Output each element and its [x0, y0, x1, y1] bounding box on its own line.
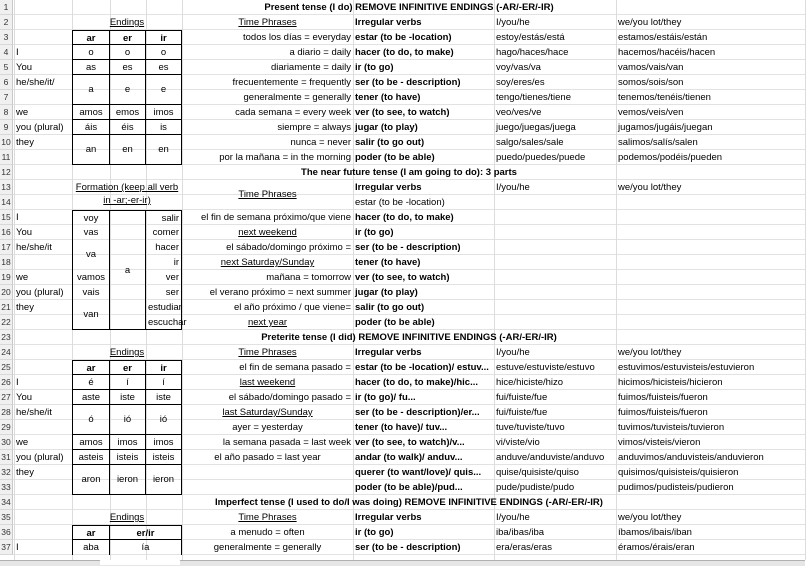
preterite-ending[interactable]: ó: [72, 405, 110, 435]
present-pronoun[interactable]: we: [16, 107, 29, 118]
future-irregular-verb[interactable]: estar (to be -location): [355, 197, 445, 208]
preterite-pronoun[interactable]: he/she/it: [16, 407, 52, 418]
present-time-phrase[interactable]: diariamente = daily: [270, 62, 351, 73]
row-header[interactable]: 13: [0, 180, 13, 195]
future-pronoun[interactable]: you (plural): [16, 287, 64, 298]
present-irregular-verb[interactable]: poder (to be able): [355, 152, 435, 163]
imperfect-weyou-header[interactable]: we/you lot/they: [618, 512, 682, 523]
imperfect-irregular-verb[interactable]: ir (to go): [355, 527, 394, 538]
present-time-phrase[interactable]: por la mañana = in the morning: [219, 152, 351, 163]
present-irregular-verb[interactable]: jugar (to play): [355, 122, 418, 133]
present-singular-forms[interactable]: salgo/sales/sale: [496, 137, 564, 148]
future-pronoun[interactable]: You: [16, 227, 33, 238]
future-a-connector[interactable]: a: [110, 210, 146, 330]
future-infinitive[interactable]: escuchar: [148, 317, 187, 328]
present-time-phrase[interactable]: nunca = never: [290, 137, 351, 148]
preterite-pronoun[interactable]: I: [16, 377, 19, 388]
future-irregular-verb[interactable]: ver (to see, to watch): [355, 272, 450, 283]
row-header[interactable]: 9: [0, 120, 13, 135]
row-header[interactable]: 7: [0, 90, 13, 105]
preterite-pronoun[interactable]: You: [16, 392, 33, 403]
preterite-singular-forms[interactable]: tuve/tuviste/tuvo: [496, 422, 565, 433]
preterite-ar-header[interactable]: ar: [72, 360, 110, 375]
preterite-irregular-header[interactable]: Irregular verbs: [355, 347, 422, 358]
future-time-phrase[interactable]: el año próximo / que viene=: [234, 302, 351, 313]
present-ending[interactable]: en: [110, 135, 146, 165]
row-header[interactable]: 20: [0, 285, 13, 300]
row-header[interactable]: 19: [0, 270, 13, 285]
future-irregular-verb[interactable]: ser (to be - description): [355, 242, 461, 253]
future-irregular-verb[interactable]: ir (to go): [355, 227, 394, 238]
row-header[interactable]: 2: [0, 15, 13, 30]
preterite-ending[interactable]: amos: [72, 435, 110, 450]
present-ending[interactable]: o: [110, 45, 146, 60]
preterite-irregular-verb[interactable]: querer (to want/love)/ quis...: [355, 467, 482, 478]
future-infinitive[interactable]: ser: [146, 285, 182, 300]
preterite-ending[interactable]: isteis: [110, 450, 146, 465]
preterite-ending[interactable]: aron: [72, 465, 110, 495]
sheet-tab-sheet1[interactable]: [100, 560, 180, 565]
present-singular-forms[interactable]: tengo/tienes/tiene: [496, 92, 572, 103]
row-header[interactable]: 8: [0, 105, 13, 120]
present-ending[interactable]: es: [110, 60, 146, 75]
preterite-weyou-header[interactable]: we/you lot/they: [618, 347, 682, 358]
row-header[interactable]: 1: [0, 0, 13, 15]
present-time-phrases-header[interactable]: Time Phrases: [238, 17, 297, 28]
preterite-ending[interactable]: imos: [146, 435, 182, 450]
row-header[interactable]: 36: [0, 525, 13, 540]
present-time-phrase[interactable]: a diario = daily: [289, 47, 351, 58]
present-plural-forms[interactable]: podemos/podéis/pueden: [618, 152, 723, 163]
present-ending[interactable]: is: [146, 120, 182, 135]
present-time-phrase[interactable]: generalmente = generally: [243, 92, 351, 103]
present-irregular-verb[interactable]: tener (to have): [355, 92, 421, 103]
future-pronoun[interactable]: we: [16, 272, 29, 283]
imperfect-time-phrases-header[interactable]: Time Phrases: [238, 512, 297, 523]
future-time-phrase[interactable]: mañana = tomorrow: [266, 272, 351, 283]
present-pronoun[interactable]: I: [16, 47, 19, 58]
row-header[interactable]: 5: [0, 60, 13, 75]
preterite-irregular-verb[interactable]: estar (to be -location)/ estuv...: [355, 362, 489, 373]
row-header[interactable]: 6: [0, 75, 13, 90]
preterite-singular-forms[interactable]: hice/hiciste/hizo: [496, 377, 564, 388]
future-time-phrases-header[interactable]: Time Phrases: [238, 189, 297, 200]
imperfect-ending[interactable]: ía: [110, 540, 182, 555]
preterite-irregular-verb[interactable]: hacer (to do, to make)/hic...: [355, 377, 478, 388]
preterite-ending[interactable]: é: [72, 375, 110, 390]
future-irregular-verb[interactable]: poder (to be able): [355, 317, 435, 328]
near-future-title[interactable]: The near future tense (I am going to do): 3 parts: [301, 167, 517, 178]
preterite-time-phrase[interactable]: el año pasado = last year: [214, 452, 321, 463]
present-irregular-verb[interactable]: salir (to go out): [355, 137, 425, 148]
future-ir-form[interactable]: voy: [72, 210, 110, 225]
row-header[interactable]: 17: [0, 240, 13, 255]
preterite-singular-forms[interactable]: vi/viste/vio: [496, 437, 540, 448]
preterite-ending[interactable]: iste: [146, 390, 182, 405]
preterite-ending[interactable]: asteis: [72, 450, 110, 465]
present-singular-forms[interactable]: veo/ves/ve: [496, 107, 542, 118]
present-plural-forms[interactable]: somos/sois/son: [618, 77, 684, 88]
row-header[interactable]: 18: [0, 255, 13, 270]
present-irregular-header[interactable]: Irregular verbs: [355, 17, 422, 28]
preterite-plural-forms[interactable]: fuimos/fuisteis/fueron: [618, 392, 708, 403]
imperfect-pronoun[interactable]: I: [16, 542, 19, 553]
present-ending[interactable]: o: [146, 45, 182, 60]
future-irregular-verb[interactable]: tener (to have): [355, 257, 421, 268]
row-header[interactable]: 27: [0, 390, 13, 405]
future-infinitive[interactable]: comer: [146, 225, 182, 240]
future-pronoun[interactable]: I: [16, 212, 19, 223]
preterite-plural-forms[interactable]: estuvimos/estuvisteis/estuvieron: [618, 362, 755, 373]
present-ending[interactable]: éis: [110, 120, 146, 135]
preterite-plural-forms[interactable]: anduvimos/anduvisteis/anduvieron: [618, 452, 764, 463]
preterite-plural-forms[interactable]: pudimos/pudisteis/pudieron: [618, 482, 734, 493]
present-plural-forms[interactable]: salimos/salís/salen: [618, 137, 698, 148]
preterite-singular-forms[interactable]: anduve/anduviste/anduvo: [496, 452, 605, 463]
present-ending[interactable]: en: [146, 135, 182, 165]
present-irregular-verb[interactable]: ir (to go): [355, 62, 394, 73]
future-infinitive[interactable]: hacer: [146, 240, 182, 255]
row-header[interactable]: 30: [0, 435, 13, 450]
future-pronoun[interactable]: they: [16, 302, 34, 313]
future-ir-form[interactable]: vas: [72, 225, 110, 240]
preterite-iyouhe-header[interactable]: I/you/he: [496, 347, 530, 358]
row-header[interactable]: 28: [0, 405, 13, 420]
imperfect-erir-header[interactable]: er/ir: [110, 525, 182, 540]
present-ending[interactable]: emos: [110, 105, 146, 120]
preterite-time-phrase[interactable]: last Saturday/Sunday: [222, 407, 313, 418]
preterite-singular-forms[interactable]: quise/quisiste/quiso: [496, 467, 579, 478]
preterite-singular-forms[interactable]: pude/pudiste/pudo: [496, 482, 575, 493]
present-plural-forms[interactable]: hacemos/hacéis/hacen: [618, 47, 716, 58]
preterite-ending[interactable]: aste: [72, 390, 110, 405]
present-pronoun[interactable]: they: [16, 137, 34, 148]
future-infinitive[interactable]: ir: [146, 255, 182, 270]
future-ir-form[interactable]: vais: [72, 285, 110, 300]
preterite-plural-forms[interactable]: tuvimos/tuvisteis/tuvieron: [618, 422, 725, 433]
preterite-plural-forms[interactable]: hicimos/hicisteis/hicieron: [618, 377, 723, 388]
present-time-phrase[interactable]: frecuentemente = frequently: [232, 77, 351, 88]
row-header[interactable]: 21: [0, 300, 13, 315]
preterite-singular-forms[interactable]: estuve/estuviste/estuvo: [496, 362, 595, 373]
preterite-ending[interactable]: ieron: [110, 465, 146, 495]
imperfect-ar-header[interactable]: ar: [72, 525, 110, 540]
preterite-irregular-verb[interactable]: ser (to be - description)/er...: [355, 407, 480, 418]
present-weyou-header[interactable]: we/you lot/they: [618, 17, 682, 28]
future-weyou-header[interactable]: we/you lot/they: [618, 182, 682, 193]
future-ir-form[interactable]: van: [72, 300, 110, 330]
row-header[interactable]: 32: [0, 465, 13, 480]
present-pronoun[interactable]: he/she/it/: [16, 77, 55, 88]
preterite-plural-forms[interactable]: quisimos/quisisteis/quisieron: [618, 467, 739, 478]
row-header[interactable]: 12: [0, 165, 13, 180]
preterite-ending[interactable]: ió: [146, 405, 182, 435]
future-irregular-verb[interactable]: salir (to go out): [355, 302, 425, 313]
preterite-ending[interactable]: í: [146, 375, 182, 390]
present-irregular-verb[interactable]: estar (to be -location): [355, 32, 452, 43]
imperfect-endings-header[interactable]: Endings: [109, 512, 145, 523]
present-ar-header[interactable]: ar: [72, 30, 110, 45]
future-irregular-verb[interactable]: hacer (to do, to make): [355, 212, 454, 223]
imperfect-irregular-verb[interactable]: ser (to be - description): [355, 542, 461, 553]
future-ir-form[interactable]: vamos: [72, 270, 110, 285]
preterite-pronoun[interactable]: you (plural): [16, 452, 64, 463]
future-formation-header[interactable]: Formation (keep all verb in -ar;-er-ir): [75, 182, 179, 206]
future-time-phrase[interactable]: next weekend: [238, 227, 297, 238]
present-ending[interactable]: an: [72, 135, 110, 165]
present-plural-forms[interactable]: vemos/veis/ven: [618, 107, 684, 118]
present-ending[interactable]: as: [72, 60, 110, 75]
preterite-irregular-verb[interactable]: tener (to have)/ tuv...: [355, 422, 448, 433]
preterite-irregular-verb[interactable]: ir (to go)/ fu...: [355, 392, 416, 403]
preterite-time-phrase[interactable]: el sábado/domingo pasado =: [228, 392, 351, 403]
present-irregular-verb[interactable]: hacer (to do, to make): [355, 47, 454, 58]
present-singular-forms[interactable]: voy/vas/va: [496, 62, 541, 73]
future-irregular-header[interactable]: Irregular verbs: [355, 182, 422, 193]
preterite-ending[interactable]: isteis: [146, 450, 182, 465]
preterite-ending[interactable]: imos: [110, 435, 146, 450]
present-ending[interactable]: a: [72, 75, 110, 105]
present-singular-forms[interactable]: puedo/puedes/puede: [496, 152, 586, 163]
row-header[interactable]: 31: [0, 450, 13, 465]
preterite-time-phrase[interactable]: el fin de semana pasado =: [239, 362, 351, 373]
imperfect-plural-forms[interactable]: íbamos/ibais/iban: [618, 527, 692, 538]
present-plural-forms[interactable]: tenemos/tenéis/tienen: [618, 92, 711, 103]
present-endings-header[interactable]: Endings: [109, 17, 145, 28]
present-ending[interactable]: áis: [72, 120, 110, 135]
present-irregular-verb[interactable]: ser (to be - description): [355, 77, 461, 88]
future-infinitive[interactable]: salir: [146, 210, 182, 225]
present-ending[interactable]: o: [72, 45, 110, 60]
future-time-phrase[interactable]: el verano próximo = next summer: [209, 287, 351, 298]
row-header[interactable]: 4: [0, 45, 13, 60]
row-header[interactable]: 14: [0, 195, 13, 210]
imperfect-time-phrase[interactable]: a menudo = often: [230, 527, 305, 538]
future-time-phrase[interactable]: next year: [247, 317, 288, 328]
present-ending[interactable]: amos: [72, 105, 110, 120]
row-header[interactable]: 35: [0, 510, 13, 525]
present-time-phrase[interactable]: cada semana = every week: [235, 107, 351, 118]
present-time-phrase[interactable]: todos los días = everyday: [243, 32, 351, 43]
future-irregular-verb[interactable]: jugar (to play): [355, 287, 418, 298]
future-time-phrase[interactable]: el fin de semana próximo/que viene: [201, 212, 351, 223]
row-header[interactable]: 29: [0, 420, 13, 435]
imperfect-singular-forms[interactable]: era/eras/eras: [496, 542, 552, 553]
preterite-time-phrase[interactable]: last weekend: [239, 377, 296, 388]
preterite-er-header[interactable]: er: [110, 360, 146, 375]
future-ir-form[interactable]: va: [72, 240, 110, 270]
present-ending[interactable]: imos: [146, 105, 182, 120]
row-header[interactable]: 26: [0, 375, 13, 390]
row-header[interactable]: 23: [0, 330, 13, 345]
preterite-singular-forms[interactable]: fui/fuiste/fue: [496, 407, 548, 418]
preterite-pronoun[interactable]: they: [16, 467, 34, 478]
future-pronoun[interactable]: he/she/it: [16, 242, 52, 253]
preterite-ending[interactable]: iste: [110, 390, 146, 405]
preterite-ending[interactable]: í: [110, 375, 146, 390]
imperfect-irregular-header[interactable]: Irregular verbs: [355, 512, 422, 523]
preterite-ending[interactable]: ió: [110, 405, 146, 435]
imperfect-tense-title[interactable]: Imperfect tense (I used to do/I was doing) REMOVE INFINITIVE ENDINGS (-AR/-ER/-IR): [215, 497, 603, 508]
row-header[interactable]: 16: [0, 225, 13, 240]
preterite-irregular-verb[interactable]: andar (to walk)/ anduv...: [355, 452, 463, 463]
preterite-time-phrase[interactable]: la semana pasada = last week: [222, 437, 351, 448]
preterite-plural-forms[interactable]: fuimos/fuisteis/fueron: [618, 407, 708, 418]
imperfect-iyouhe-header[interactable]: I/you/he: [496, 512, 530, 523]
present-singular-forms[interactable]: soy/eres/es: [496, 77, 545, 88]
preterite-irregular-verb[interactable]: poder (to be able)/pud...: [355, 482, 463, 493]
future-time-phrase[interactable]: next Saturday/Sunday: [220, 257, 315, 268]
future-time-phrase[interactable]: el sábado/domingo próximo =: [226, 242, 351, 253]
present-plural-forms[interactable]: estamos/estáis/están: [618, 32, 708, 43]
present-ending[interactable]: es: [146, 60, 182, 75]
row-header[interactable]: 33: [0, 480, 13, 495]
row-header[interactable]: 24: [0, 345, 13, 360]
future-infinitive[interactable]: estudiar: [148, 302, 182, 313]
row-header[interactable]: 25: [0, 360, 13, 375]
present-plural-forms[interactable]: vamos/vais/van: [618, 62, 684, 73]
imperfect-singular-forms[interactable]: iba/ibas/iba: [496, 527, 545, 538]
imperfect-time-phrase[interactable]: generalmente = generally: [213, 542, 322, 553]
present-ir-header[interactable]: ir: [146, 30, 182, 45]
present-pronoun[interactable]: you (plural): [16, 122, 64, 133]
present-singular-forms[interactable]: hago/haces/hace: [496, 47, 569, 58]
preterite-plural-forms[interactable]: vimos/visteis/vieron: [618, 437, 701, 448]
preterite-singular-forms[interactable]: fui/fuiste/fue: [496, 392, 548, 403]
row-header[interactable]: 15: [0, 210, 13, 225]
preterite-ending[interactable]: ieron: [146, 465, 182, 495]
row-header[interactable]: 34: [0, 495, 13, 510]
present-singular-forms[interactable]: estoy/estás/está: [496, 32, 565, 43]
present-iyouhe-header[interactable]: I/you/he: [496, 17, 530, 28]
present-tense-title[interactable]: Present tense (I do) REMOVE INFINITIVE ENDINGS (-AR/-ER/-IR): [264, 2, 554, 13]
present-time-phrase[interactable]: siempre = always: [277, 122, 351, 133]
row-header[interactable]: 22: [0, 315, 13, 330]
preterite-tense-title[interactable]: Preterite tense (I did) REMOVE INFINITIVE ENDINGS (-AR/-ER/-IR): [261, 332, 557, 343]
row-header[interactable]: 3: [0, 30, 13, 45]
preterite-endings-header[interactable]: Endings: [109, 347, 145, 358]
preterite-time-phrases-header[interactable]: Time Phrases: [238, 347, 297, 358]
preterite-irregular-verb[interactable]: ver (to see, to watch)/v...: [355, 437, 465, 448]
imperfect-plural-forms[interactable]: éramos/érais/eran: [618, 542, 695, 553]
present-ending[interactable]: e: [110, 75, 146, 105]
row-header[interactable]: 10: [0, 135, 13, 150]
row-header[interactable]: 11: [0, 150, 13, 165]
future-iyouhe-header[interactable]: I/you/he: [496, 182, 530, 193]
present-pronoun[interactable]: You: [16, 62, 33, 73]
imperfect-ending[interactable]: aba: [72, 540, 110, 555]
present-ending[interactable]: e: [146, 75, 182, 105]
preterite-time-phrase[interactable]: ayer = yesterday: [232, 422, 303, 433]
present-plural-forms[interactable]: jugamos/jugáis/juegan: [618, 122, 713, 133]
preterite-ir-header[interactable]: ir: [146, 360, 182, 375]
future-infinitive[interactable]: ver: [146, 270, 182, 285]
preterite-pronoun[interactable]: we: [16, 437, 29, 448]
row-header[interactable]: 37: [0, 540, 13, 555]
present-irregular-verb[interactable]: ver (to see, to watch): [355, 107, 450, 118]
present-singular-forms[interactable]: juego/juegas/juega: [496, 122, 576, 133]
present-er-header[interactable]: er: [110, 30, 146, 45]
